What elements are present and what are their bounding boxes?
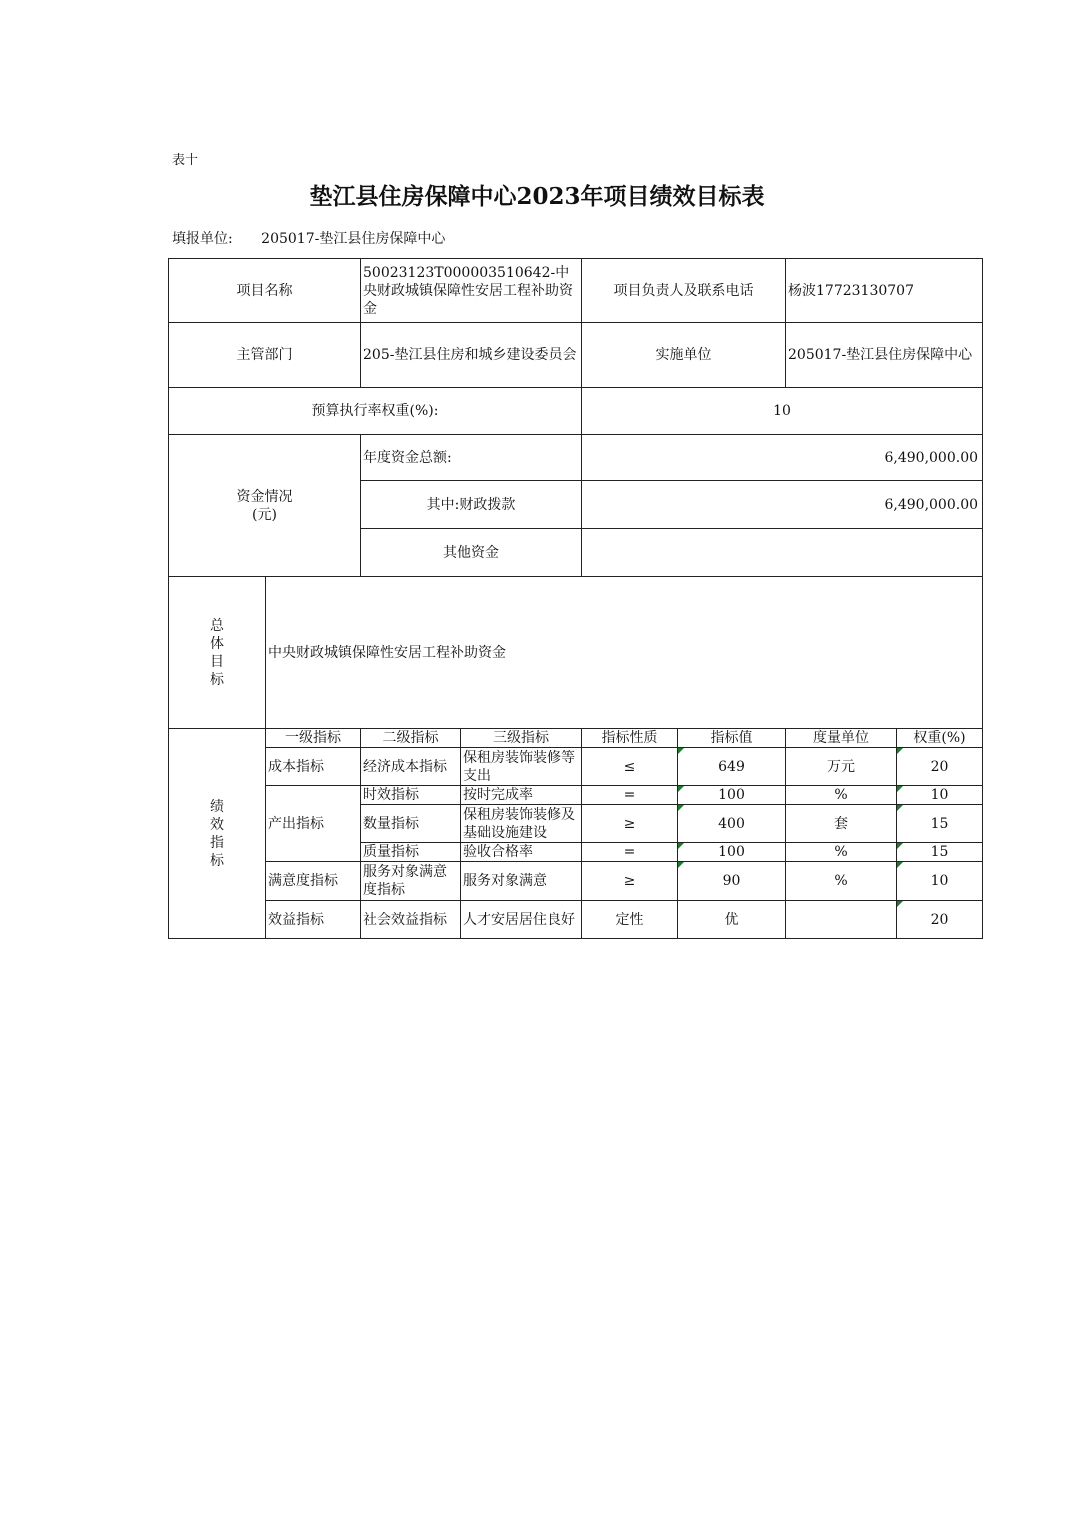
funds-total-label: 年度资金总额: (361, 435, 582, 481)
row-value: 649 (678, 748, 786, 786)
row-level3: 保租房装饰装修及基础设施建设 (461, 805, 582, 843)
header-level3: 三级指标 (461, 729, 582, 748)
row-weight: 20 (897, 748, 983, 786)
header-value: 指标值 (678, 729, 786, 748)
filler-label: 填报单位: (172, 231, 233, 247)
header-nature: 指标性质 (582, 729, 678, 748)
row-budget-weight (169, 388, 983, 435)
performance-target-table (168, 258, 983, 939)
header-weight: 权重(%) (897, 729, 983, 748)
row-nature: 定性 (582, 901, 678, 939)
row-project-name (169, 259, 983, 323)
budget-weight-label: 预算执行率权重(%): (169, 388, 582, 435)
row-nature: ≥ (582, 805, 678, 843)
row-value: 400 (678, 805, 786, 843)
row-weight: 10 (897, 862, 983, 901)
row-level1: 效益指标 (266, 901, 361, 939)
perf-label: 绩 效 指 标 (169, 729, 266, 939)
row-level2: 服务对象满意度指标 (361, 862, 461, 901)
row-level2: 社会效益指标 (361, 901, 461, 939)
funds-total-value: 6,490,000.00 (582, 435, 983, 481)
project-contact-value: 杨波17723130707 (786, 259, 983, 323)
row-level2: 数量指标 (361, 805, 461, 843)
row-level3: 人才安居居住良好 (461, 901, 582, 939)
row-weight: 20 (897, 901, 983, 939)
row-unit: 套 (786, 805, 897, 843)
table-row (169, 862, 983, 901)
budget-weight-value: 10 (582, 388, 983, 435)
perf-header-row (169, 729, 983, 748)
row-level2: 质量指标 (361, 843, 461, 862)
row-weight: 15 (897, 843, 983, 862)
header-level1: 一级指标 (266, 729, 361, 748)
funds-fiscal-value: 6,490,000.00 (582, 481, 983, 529)
table-row (169, 786, 983, 805)
project-name-value: 50023123T000003510642-中央财政城镇保障性安居工程补助资金 (361, 259, 582, 323)
row-unit (786, 901, 897, 939)
row-funds-total (169, 435, 983, 481)
row-level2: 时效指标 (361, 786, 461, 805)
row-level3: 验收合格率 (461, 843, 582, 862)
row-unit: % (786, 843, 897, 862)
row-level1: 满意度指标 (266, 862, 361, 901)
row-unit: % (786, 786, 897, 805)
dept-value: 205-垫江县住房和城乡建设委员会 (361, 323, 582, 388)
funds-label: 资金情况 (236, 488, 293, 505)
header-level2: 二级指标 (361, 729, 461, 748)
row-nature: ≤ (582, 748, 678, 786)
goal-text: 中央财政城镇保障性安居工程补助资金 (266, 577, 983, 729)
row-value: 100 (678, 786, 786, 805)
filler-line (172, 228, 445, 248)
row-level2: 经济成本指标 (361, 748, 461, 786)
row-level3: 保租房装饰装修等支出 (461, 748, 582, 786)
row-value: 优 (678, 901, 786, 939)
row-unit: 万元 (786, 748, 897, 786)
row-overall-goal (169, 577, 983, 729)
funds-other-value (582, 529, 983, 577)
project-name-label: 项目名称 (169, 259, 361, 323)
impl-value: 205017-垫江县住房保障中心 (786, 323, 983, 388)
row-level3: 按时完成率 (461, 786, 582, 805)
header-unit: 度量单位 (786, 729, 897, 748)
row-nature: = (582, 786, 678, 805)
impl-label: 实施单位 (582, 323, 786, 388)
row-value: 100 (678, 843, 786, 862)
page-title: 垫江县住房保障中心2023年项目绩效目标表 (309, 183, 765, 210)
funds-other-label: 其他资金 (361, 529, 582, 577)
funds-fiscal-label: 其中:财政拨款 (361, 481, 582, 529)
table-row (169, 901, 983, 939)
row-value: 90 (678, 862, 786, 901)
row-weight: 10 (897, 786, 983, 805)
funds-label-cell (169, 435, 361, 577)
filler-value: 205017-垫江县住房保障中心 (261, 231, 446, 247)
goal-label: 总 体 目 标 (169, 577, 266, 729)
funds-unit: (元) (252, 506, 277, 523)
table-row (169, 748, 983, 786)
dept-label: 主管部门 (169, 323, 361, 388)
row-unit: % (786, 862, 897, 901)
row-department (169, 323, 983, 388)
row-level1: 成本指标 (266, 748, 361, 786)
row-weight: 15 (897, 805, 983, 843)
row-level1: 产出指标 (266, 786, 361, 862)
row-nature: = (582, 843, 678, 862)
row-nature: ≥ (582, 862, 678, 901)
table-number: 表十 (172, 153, 199, 168)
row-level3: 服务对象满意 (461, 862, 582, 901)
project-contact-label: 项目负责人及联系电话 (582, 259, 786, 323)
